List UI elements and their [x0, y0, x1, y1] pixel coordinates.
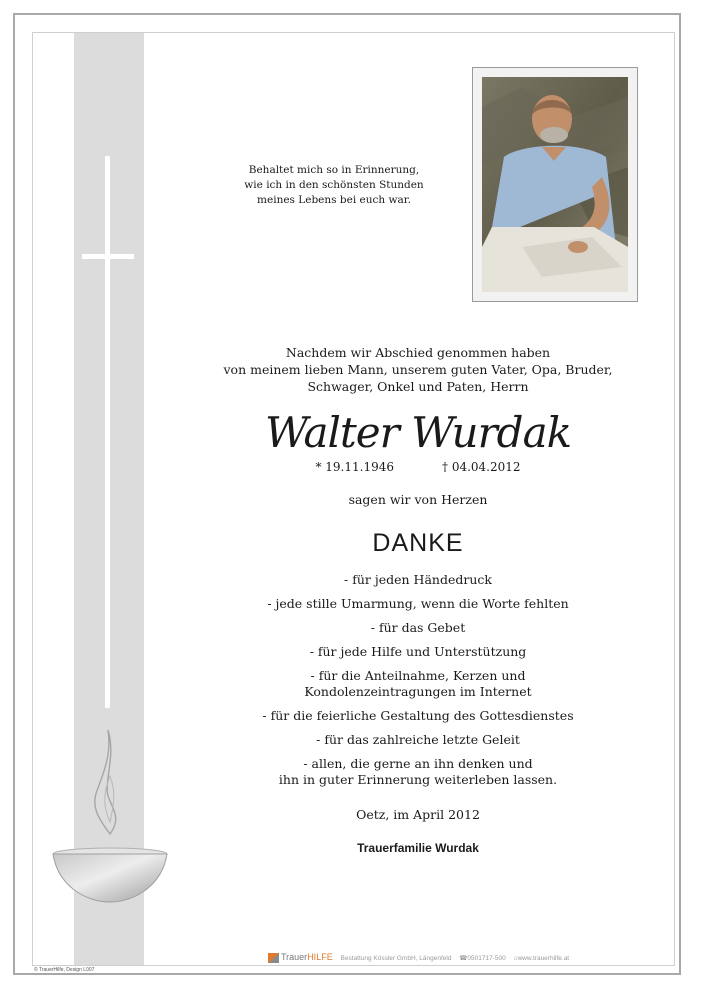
- thanks-item-line: Kondolenzeintragungen im Internet: [304, 684, 532, 699]
- eternal-flame-lamp-icon: [50, 726, 170, 916]
- memorial-quote: [232, 163, 436, 208]
- intro-text: [200, 344, 636, 395]
- phone-icon: ☎: [459, 955, 468, 962]
- life-dates: [200, 459, 636, 475]
- danke-heading: DANKE: [372, 529, 464, 557]
- footer-phone: 0501717-500: [467, 955, 506, 962]
- signature: Trauerfamilie Wurdak: [357, 841, 479, 855]
- thanks-item: [200, 644, 636, 660]
- cross-icon: [105, 156, 110, 708]
- web-icon: ⌂: [513, 955, 518, 962]
- thanks-item-line: - für die Anteilnahme, Kerzen und: [310, 668, 526, 683]
- thanks-item: [200, 572, 636, 588]
- thanks-item-line: - für das zahlreiche letzte Geleit: [316, 732, 520, 747]
- thanks-list: [200, 572, 636, 796]
- quote-line: meines Lebens bei euch war.: [257, 194, 411, 206]
- thanks-item-line: ihn in guter Erinnerung weiterleben lassen.: [278, 772, 558, 787]
- deceased-name: Walter Wurdak: [264, 408, 572, 457]
- thanks-item-line: - jede stille Umarmung, wenn die Worte fehlten: [267, 596, 569, 611]
- thanks-item: [200, 732, 636, 748]
- quote-line: wie ich in den schönsten Stunden: [244, 179, 424, 191]
- cross-bar: [82, 254, 134, 259]
- place-date: Oetz, im April 2012: [356, 807, 480, 822]
- intro-line: Nachdem wir Abschied genommen haben: [285, 345, 551, 360]
- brand-prefix: Trauer: [281, 952, 308, 962]
- brand-name: [281, 952, 333, 962]
- quote-line: Behaltet mich so in Erinnerung,: [248, 164, 420, 176]
- thanks-intro: sagen wir von Herzen: [348, 492, 488, 507]
- footer-company: Bestattung Kössler GmbH, Längenfeld: [340, 955, 452, 962]
- thanks-item-line: - für jeden Händedruck: [344, 572, 492, 587]
- birth-date: * 19.11.1946: [315, 460, 394, 474]
- death-date: † 04.04.2012: [442, 460, 521, 474]
- intro-line: von meinem lieben Mann, unserem guten Vater, Opa, Bruder,: [223, 362, 613, 377]
- thanks-item: [200, 756, 636, 788]
- footer: [268, 950, 588, 964]
- footer-web[interactable]: www.trauerhilfe.at: [517, 955, 570, 962]
- thanks-item-line: - allen, die gerne an ihn denken und: [303, 756, 533, 771]
- thanks-item-line: - für das Gebet: [370, 620, 466, 635]
- thanks-item-line: - für jede Hilfe und Unterstützung: [309, 644, 527, 659]
- brand-suffix: HILFE: [307, 952, 333, 962]
- thanks-item-line: - für die feierliche Gestaltung des Gottesdienstes: [262, 708, 574, 723]
- thanks-item: [200, 708, 636, 724]
- portrait-frame: [472, 67, 638, 302]
- thanks-item: [200, 596, 636, 612]
- copyright: © TrauerHilfe, Design L007: [34, 967, 95, 973]
- portrait-photo: [482, 77, 628, 292]
- thanks-item: [200, 668, 636, 700]
- trauerhilfe-logo-icon: [268, 953, 279, 963]
- thanks-item: [200, 620, 636, 636]
- intro-line: Schwager, Onkel und Paten, Herrn: [307, 379, 529, 394]
